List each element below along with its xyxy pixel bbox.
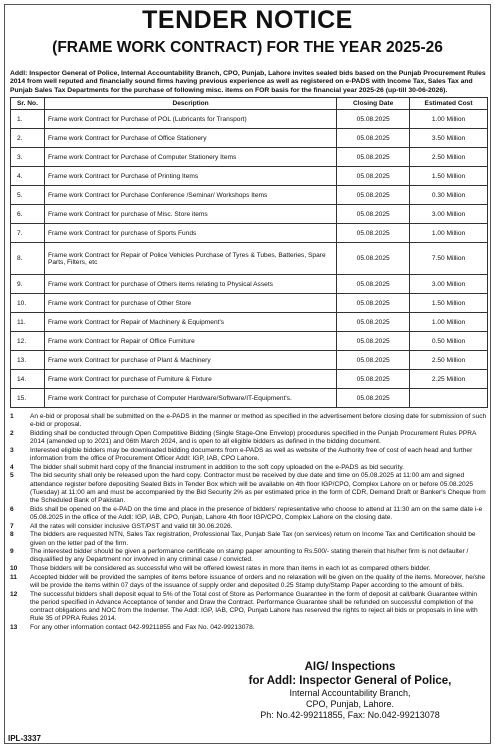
notice-title: TENDER NOTICE bbox=[142, 6, 353, 34]
term-text: Bids shall be opened on the e-PAD on the time and place in the presence of bidders' representative who choose to attend at 11:30 am on the same date i-e 05.08.2025 in the office of the Addl: IGP, IAB, CPO, Punjab, Lahore 4th floor IGP/CPO, Complex Lahore on the closing date. bbox=[30, 505, 483, 521]
signature-branch: Internal Accountability Branch, bbox=[289, 688, 411, 698]
row-closing-date: 05.08.2025 bbox=[337, 224, 410, 243]
row-sr: 13. bbox=[11, 351, 45, 370]
term-item bbox=[10, 591, 488, 624]
term-text: The bidders are requested NTN, Sales Tax registration, Professional Tax, Punjab Sale Tax (on services) return on Income Tax and Certification should be given on the letter pad of the firm. bbox=[30, 531, 476, 547]
term-number: 4 bbox=[10, 463, 14, 471]
term-item bbox=[10, 624, 488, 632]
row-description: Frame work Contract for Repair of Machinery & Equipment's bbox=[44, 313, 336, 332]
row-closing-date: 05.08.2025 bbox=[337, 129, 410, 148]
table-row bbox=[11, 332, 488, 351]
term-item bbox=[10, 506, 488, 522]
row-sr: 3. bbox=[11, 148, 45, 167]
term-item bbox=[10, 565, 488, 573]
signature-block bbox=[215, 660, 485, 721]
term-item bbox=[10, 464, 488, 472]
row-sr: 4. bbox=[11, 167, 45, 186]
row-estimated-cost: 3.00 Million bbox=[410, 205, 488, 224]
table-row bbox=[11, 148, 488, 167]
row-closing-date: 05.08.2025 bbox=[337, 167, 410, 186]
term-number: 3 bbox=[10, 446, 14, 454]
term-item bbox=[10, 447, 488, 463]
term-text: The successful bidders shall deposit equal to 5% of the Total cost of Store as Performance Guarantee in the form of deposit at call/bank Guarantee within the period specified in Advance Acceptance of tender and Draw the Contract. Performance Guarantee shall be refunded on successful completion of the contract obligations and NOC from the Indenter. The Addl: IGP, IAB, CPO, Punjab Lahore has reserved the rights to reject all bids or proposals in line with Rule 35 of PPRA Rules 2014. bbox=[30, 590, 478, 623]
term-text: An e-bid or proposal shall be submitted on the e-PADS in the manner or method as specified in the advertisement before closing date for submission of such e-bid or proposal. bbox=[30, 413, 487, 429]
row-closing-date: 05.08.2025 bbox=[337, 110, 410, 129]
table-row bbox=[11, 243, 488, 275]
row-sr: 2. bbox=[11, 129, 45, 148]
notice-subtitle: (FRAME WORK CONTRACT) FOR THE YEAR 2025-26 bbox=[52, 39, 443, 56]
row-sr: 9. bbox=[11, 275, 45, 294]
table-row bbox=[11, 370, 488, 389]
term-item bbox=[10, 531, 488, 547]
row-estimated-cost bbox=[410, 389, 488, 408]
term-number: 7 bbox=[10, 522, 14, 530]
terms-list bbox=[10, 413, 488, 633]
signature-contact: Ph: No.42-99211855, Fax: No.042-99213078 bbox=[260, 710, 440, 720]
row-description: Frame work Contract for Repair of Office Furniture bbox=[44, 332, 336, 351]
term-text: The bidder shall submit hard copy of the financial instrument in addition to the soft copy uploaded on the e-PADS as bid security. bbox=[30, 463, 404, 471]
row-description: Frame work Contract for Purchase of Printing Items bbox=[44, 167, 336, 186]
row-sr: 10. bbox=[11, 294, 45, 313]
term-number: 2 bbox=[10, 429, 14, 437]
row-closing-date: 05.08.2025 bbox=[337, 186, 410, 205]
term-text: Interested eligible bidders may be downloaded bidding documents from e-PADS as well as website of the Authority free of cost of each head and further information from the office of Procurement Officer Addl: IGP, IAB, CPO Lahore. bbox=[30, 446, 473, 463]
row-description: Frame work Contract for purchase of Computer Hardware/Software/IT-Equipment's. bbox=[44, 389, 336, 408]
term-text: All the rates will consider inclusive GST/PST and valid till 30.06.2026. bbox=[30, 522, 233, 530]
row-closing-date: 05.08.2025 bbox=[337, 275, 410, 294]
term-number: 5 bbox=[10, 472, 14, 480]
row-description: Frame work Contract for Purchase of POL (Lubricants for Transport) bbox=[44, 110, 336, 129]
table-row bbox=[11, 275, 488, 294]
table-row bbox=[11, 224, 488, 243]
row-estimated-cost: 2.25 Million bbox=[410, 370, 488, 389]
table-header-row bbox=[11, 98, 488, 110]
row-description: Frame work Contract for Repair of Police Vehicles Purchase of Tyres & Tubes, Batteries, Spare Parts, Filters, etc bbox=[44, 243, 336, 275]
term-number: 9 bbox=[10, 548, 14, 556]
table-row bbox=[11, 205, 488, 224]
row-sr: 8. bbox=[11, 243, 45, 275]
table-row bbox=[11, 389, 488, 408]
row-estimated-cost: 1.50 Million bbox=[410, 167, 488, 186]
term-text: The interested bidder should be given a performance certificate on stamp paper amounting to Rs.500/- stating therein that his/her firm is not defaulter / disqualified by any Department nor involved in any criminal case / convicted. bbox=[30, 548, 469, 564]
row-estimated-cost: 7.50 Million bbox=[410, 243, 488, 275]
header-closing-date: Closing Date bbox=[337, 98, 410, 110]
row-estimated-cost: 2.50 Million bbox=[410, 148, 488, 167]
row-estimated-cost: 0.50 Million bbox=[410, 332, 488, 351]
intro-paragraph: Addl: Inspector General of Police, Internal Accountability Branch, CPO, Punjab, Lahore invites sealed bids based on the Punjab Procurement Rules 2014 from well reputed and financially sound firms having previous experience as well as registered on e-PADS with Income Tax, Sales Tax and Punjab Sales Tax Departments for the purchase of following misc. items on FOR basis for the financial year 2025-26 (up-till 30-06-2026). bbox=[10, 70, 486, 94]
table-row bbox=[11, 129, 488, 148]
term-number: 6 bbox=[10, 505, 14, 513]
row-closing-date: 05.08.2025 bbox=[337, 243, 410, 275]
term-text: For any other information contact 042-99211855 and Fax No. 042-99213078. bbox=[30, 624, 255, 632]
term-number: 10 bbox=[10, 565, 18, 573]
signature-office: for Addl: Inspector General of Police, bbox=[248, 675, 452, 687]
row-closing-date: 05.08.2025 bbox=[337, 294, 410, 313]
row-description: Frame work Contract for purchase of Misc. Store items bbox=[44, 205, 336, 224]
term-item bbox=[10, 574, 488, 590]
row-description: Frame work Contract for Purchase of Computer Stationery Items bbox=[44, 148, 336, 167]
term-number: 12 bbox=[10, 590, 18, 598]
term-number: 1 bbox=[10, 413, 14, 420]
row-estimated-cost: 0.30 Million bbox=[410, 186, 488, 205]
row-closing-date: 05.08.2025 bbox=[337, 148, 410, 167]
row-description: Frame work Contract for Purchase of Office Stationery bbox=[44, 129, 336, 148]
row-estimated-cost: 1.00 Million bbox=[410, 110, 488, 129]
row-closing-date: 05.08.2025 bbox=[337, 313, 410, 332]
term-number: 11 bbox=[10, 573, 17, 581]
term-item bbox=[10, 548, 488, 564]
row-description: Frame work Contract for purchase of Others items relating to Physical Assets bbox=[44, 275, 336, 294]
row-description: Frame work Contract for purchase of Sports Funds bbox=[44, 224, 336, 243]
row-closing-date: 05.08.2025 bbox=[337, 351, 410, 370]
header-sr: Sr. No. bbox=[11, 98, 45, 110]
row-sr: 14. bbox=[11, 370, 45, 389]
row-estimated-cost: 1.00 Million bbox=[410, 224, 488, 243]
table-row bbox=[11, 110, 488, 129]
term-item bbox=[10, 523, 488, 531]
row-estimated-cost: 2.50 Million bbox=[410, 351, 488, 370]
term-text: Accepted bidder will be provided the samples of items before issuance of orders and no relaxation will be given on the quality of the items. Moreover, he/she will be provide the items within 07 days of the issuance of supply order and deposited 0.25 Stamp duty/Stamp Paper according to the amount of bills. bbox=[30, 573, 486, 590]
row-description: Frame work Contract for Purchase Conference /Seminar/ Workshops Items bbox=[44, 186, 336, 205]
table-row bbox=[11, 167, 488, 186]
signature-title: AIG/ Inspections bbox=[304, 661, 396, 673]
table-row bbox=[11, 313, 488, 332]
row-estimated-cost: 1.50 Million bbox=[410, 294, 488, 313]
table-row bbox=[11, 186, 488, 205]
signature-location: CPO, Punjab, Lahore. bbox=[305, 699, 395, 709]
term-text: Those bidders will be considered as successful who will be offered lowest rates in more than items in each lot as compared others bidder. bbox=[30, 565, 431, 573]
row-estimated-cost: 1.00 Million bbox=[410, 313, 488, 332]
row-description: Frame work Contract for purchase of Other Store bbox=[44, 294, 336, 313]
row-sr: 12. bbox=[11, 332, 45, 351]
header-description: Description bbox=[44, 98, 336, 110]
row-sr: 1. bbox=[11, 110, 45, 129]
row-sr: 7. bbox=[11, 224, 45, 243]
table-row bbox=[11, 294, 488, 313]
row-estimated-cost: 3.00 Million bbox=[410, 275, 488, 294]
row-closing-date: 05.08.2025 bbox=[337, 370, 410, 389]
row-sr: 15. bbox=[11, 389, 45, 408]
row-description: Frame work Contract for purchase of Furniture & Fixture bbox=[44, 370, 336, 389]
row-sr: 6. bbox=[11, 205, 45, 224]
row-closing-date: 05.08.2025 bbox=[337, 205, 410, 224]
items-table bbox=[10, 97, 488, 408]
table-row bbox=[11, 351, 488, 370]
row-sr: 11. bbox=[11, 313, 45, 332]
term-number: 13 bbox=[10, 624, 18, 632]
term-text: The bid security shall only be released upon the hard copy. Contractor must be received by due date and time on 05.08.2025 at 11:00 am and signed attendance register before depositing Sealed Bids in Tender Box which will be available on 4th floor IGP/CPO, Complex Lahore on or before 05.08.2025 (Tuesday) at 11:00 am and must be accompanied by the Bid Security 2% as per estimated price in the form of CDR, Demand Draft or Banker's Cheque from the Scheduled Bank of Pakistan. bbox=[30, 472, 486, 505]
term-item bbox=[10, 472, 488, 505]
row-closing-date: 05.08.2025 bbox=[337, 389, 410, 408]
term-text: Bidding shall be conducted through Open Competitive Bidding (Single Stage-One Envelop) procedures specified in the Punjab Procurement Rules PPRA 2014 (amended up to 2021) and 06th March 2024, and is open to all eligible bidders as defined in the bidding document. bbox=[30, 429, 477, 446]
row-description: Frame work Contract for purchase of Plant & Machinery bbox=[44, 351, 336, 370]
term-number: 8 bbox=[10, 531, 14, 539]
row-sr: 5. bbox=[11, 186, 45, 205]
term-item bbox=[10, 430, 488, 446]
row-closing-date: 05.08.2025 bbox=[337, 332, 410, 351]
header-estimated-cost: Estimated Cost bbox=[410, 98, 488, 110]
row-estimated-cost: 3.50 Million bbox=[410, 129, 488, 148]
ipl-reference: IPL-3337 bbox=[8, 734, 41, 743]
term-item bbox=[10, 413, 488, 429]
